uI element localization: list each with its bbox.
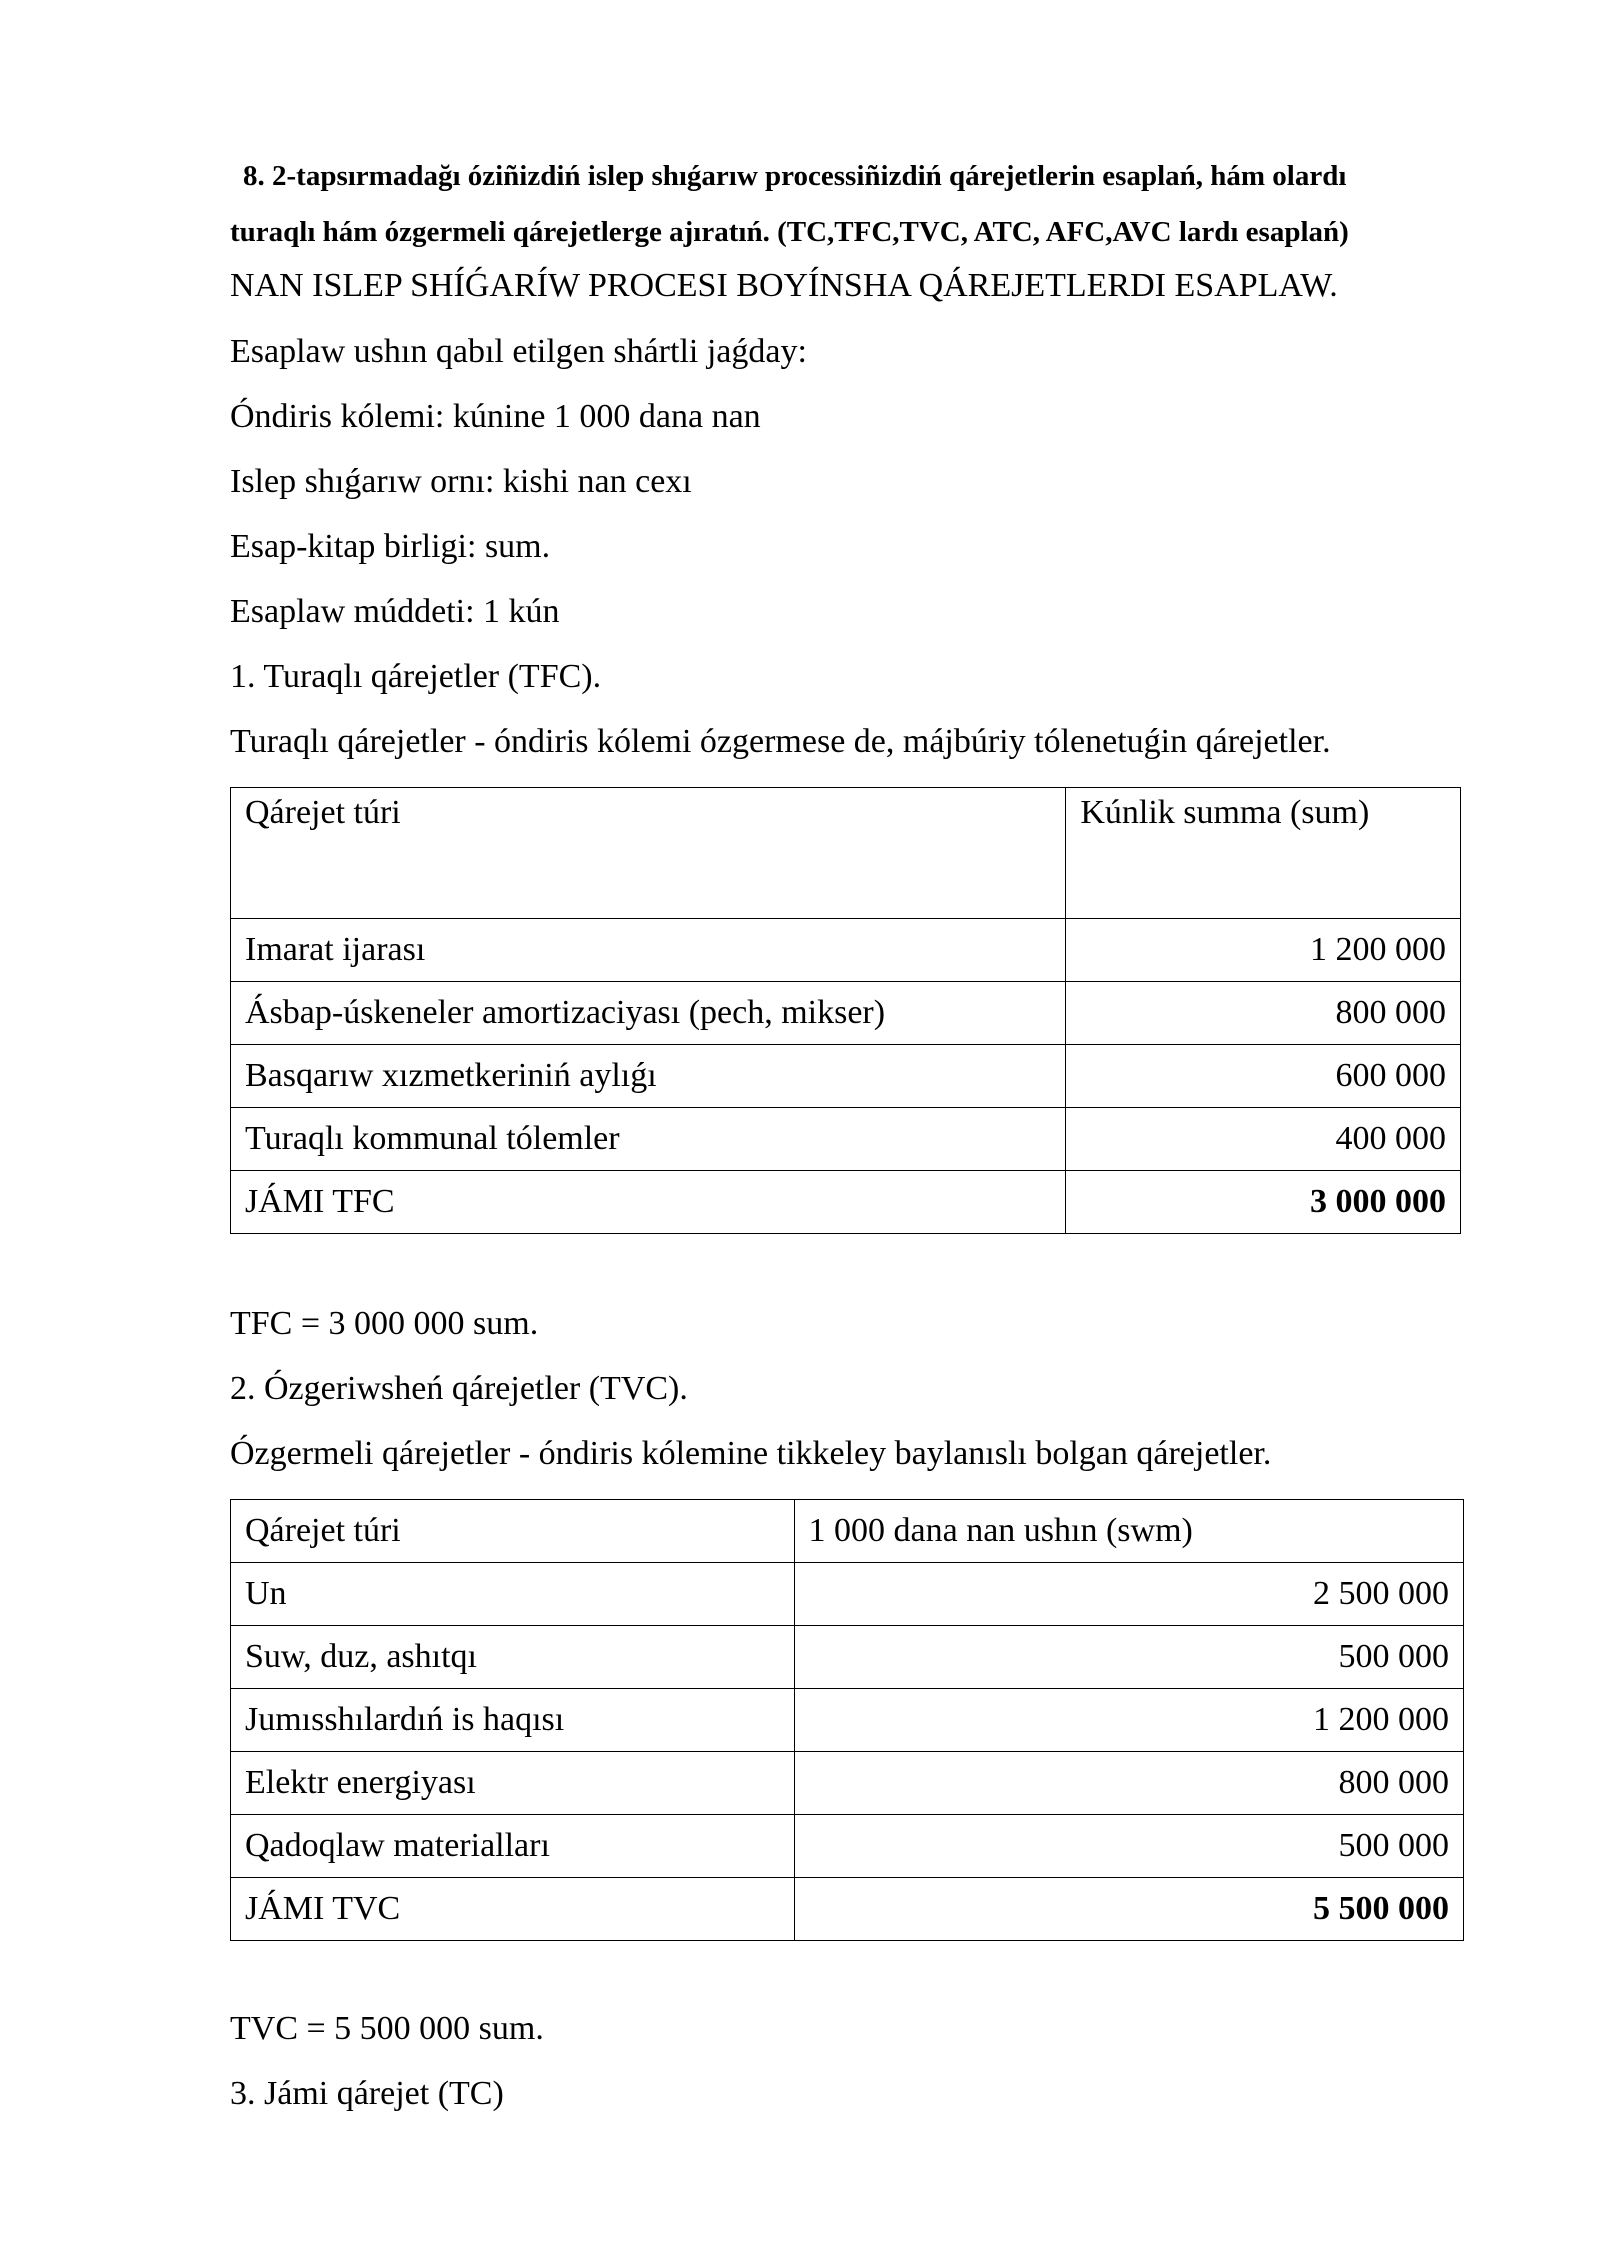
task-heading-line-2: turaqlı hám ózgermeli qárejetlerge ajıratıń. (TC,TFC,TVC, ATC, AFC,AVC lardı esaplań) <box>230 216 1349 248</box>
cost-type-cell: Imarat ijarası <box>231 919 1066 982</box>
section3-title: 3. Jámi qárejet (TC) <box>230 2075 504 2112</box>
task-heading <box>230 148 1530 260</box>
section1-result: TFC = 3 000 000 sum. <box>230 1305 539 1342</box>
total-amount-cell: 3 000 000 <box>1066 1171 1461 1234</box>
table-row <box>231 1108 1461 1171</box>
section2-description: Ózgermeli qárejetler - óndiris kólemine tikkeley baylanıslı bolgan qárejetler. <box>230 1435 1272 1472</box>
total-label-cell: JÁMI TFC <box>231 1171 1066 1234</box>
cost-type-cell: Elektr energiyası <box>231 1752 795 1815</box>
conditions-intro: Esaplaw ushın qabıl etilgen shártli jaǵday: <box>230 333 807 370</box>
table-row <box>231 1626 1464 1689</box>
table-header-row <box>231 788 1461 919</box>
table-header-cell: 1 000 dana nan ushın (swm) <box>794 1500 1463 1563</box>
amount-cell: 400 000 <box>1066 1108 1461 1171</box>
cost-type-cell: Suw, duz, ashıtqı <box>231 1626 795 1689</box>
document-title: NAN ISLEP SHÍǴARÍW PROCESI BOYÍNSHA QÁREJETLERDI ESAPLAW. <box>230 267 1338 304</box>
amount-cell: 800 000 <box>1066 982 1461 1045</box>
cost-type-cell: Ásbap-úskeneler amortizaciyası (pech, mikser) <box>231 982 1066 1045</box>
tfc-table <box>230 787 1461 1234</box>
table-header-cell: Kúnlik summa (sum) <box>1066 788 1461 919</box>
table-row <box>231 1563 1464 1626</box>
amount-cell: 1 200 000 <box>794 1689 1463 1752</box>
section2-result: TVC = 5 500 000 sum. <box>230 2010 544 2047</box>
table-row <box>231 919 1461 982</box>
section1-title: 1. Turaqlı qárejetler (TFC). <box>230 658 602 695</box>
amount-cell: 500 000 <box>794 1626 1463 1689</box>
cost-type-cell: Basqarıw xızmetkeriniń aylıǵı <box>231 1045 1066 1108</box>
table-row <box>231 1045 1461 1108</box>
cost-type-cell: Un <box>231 1563 795 1626</box>
table-row <box>231 982 1461 1045</box>
section2-title: 2. Ózgeriwsheń qárejetler (TVC). <box>230 1370 688 1407</box>
cost-type-cell: Turaqlı kommunal tólemler <box>231 1108 1066 1171</box>
condition-place: Islep shıǵarıw ornı: kishi nan cexı <box>230 463 692 500</box>
section1-description: Turaqlı qárejetler - óndiris kólemi ózgermese de, májbúriy tólenetuǵin qárejetler. <box>230 723 1331 760</box>
task-heading-line-1: 8. 2-tapsırmadağı óziñizdiń islep shıǵarıw processiñizdiń qárejetlerin esaplań, hám olardı <box>243 160 1347 192</box>
condition-volume: Óndiris kólemi: kúnine 1 000 dana nan <box>230 398 761 435</box>
table-header-cell: Qárejet túri <box>231 788 1066 919</box>
amount-cell: 2 500 000 <box>794 1563 1463 1626</box>
cost-type-cell: Qadoqlaw materialları <box>231 1815 795 1878</box>
table-row <box>231 1689 1464 1752</box>
table-row <box>231 1815 1464 1878</box>
table-header-cell: Qárejet túri <box>231 1500 795 1563</box>
table-row <box>231 1752 1464 1815</box>
total-label-cell: JÁMI TVC <box>231 1878 795 1941</box>
cost-type-cell: Jumısshılardıń is haqısı <box>231 1689 795 1752</box>
condition-unit: Esap-kitap birligi: sum. <box>230 528 551 565</box>
amount-cell: 500 000 <box>794 1815 1463 1878</box>
total-amount-cell: 5 500 000 <box>794 1878 1463 1941</box>
amount-cell: 800 000 <box>794 1752 1463 1815</box>
condition-period: Esaplaw múddeti: 1 kún <box>230 593 560 630</box>
table-total-row <box>231 1171 1461 1234</box>
tvc-table <box>230 1499 1464 1941</box>
amount-cell: 1 200 000 <box>1066 919 1461 982</box>
table-total-row <box>231 1878 1464 1941</box>
table-header-row <box>231 1500 1464 1563</box>
amount-cell: 600 000 <box>1066 1045 1461 1108</box>
